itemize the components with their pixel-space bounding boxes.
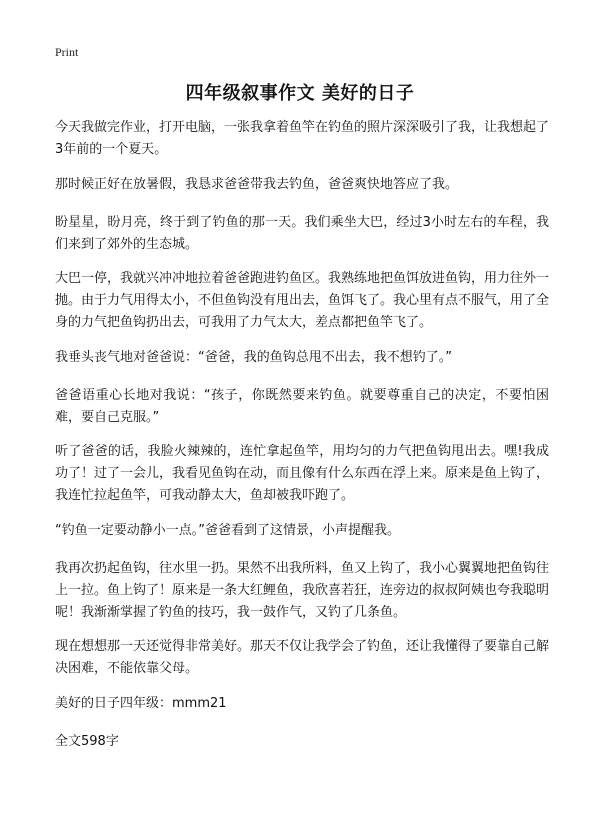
paragraph-7: 听了爸爸的话，我脸火辣辣的，连忙拿起鱼竿，用均匀的力气把鱼钩甩出去。嘿!我成功了！过了一会儿，我看见鱼钩在动，而且像有什么东西在浮上来。原来是鱼上钩了，我连忙拉起鱼竿，可我动静太大，鱼却被我吓跑了。 <box>55 444 550 503</box>
paragraph-9: 我再次扔起鱼钩，往水里一扔。果然不出我所料，鱼又上钩了，我小心翼翼地把鱼钩往上一拉。鱼上钩了！原来是一条大红鲤鱼，我欣喜若狂，连旁边的叔叔阿姨也夸我聪明呢！我渐渐掌握了钓鱼的技巧，我一鼓作气，又钓了几条鱼。 <box>55 560 550 620</box>
article-title: 四年级叙事作文 美好的日子 <box>185 83 415 104</box>
paragraph-5: 我垂头丧气地对爸爸说：“爸爸，我的鱼钩总甩不出去，我不想钓了。” <box>55 349 452 365</box>
paragraph-8: “钓鱼一定要动静小一点。”爸爸看到了这情景，小声提醒我。 <box>55 522 400 538</box>
word-count: 全文598字 <box>55 733 119 749</box>
author-line: 美好的日子四年级：mmm21 <box>55 695 227 711</box>
paragraph-10: 现在想想那一天还觉得非常美好。那天不仅让我学会了钓鱼，还让我懂得了要靠自己解决困难，不能依靠父母。 <box>55 639 550 676</box>
print-link[interactable]: Print <box>55 45 79 59</box>
paragraph-3: 盼星星，盼月亮，终于到了钓鱼的那一天。我们乘坐大巴，经过3小时左右的车程，我们来到了郊外的生态城。 <box>55 214 549 252</box>
article-body <box>55 117 549 769</box>
paragraph-4: 大巴一停，我就兴冲冲地拉着爸爸跑进钓鱼区。我熟练地把鱼饵放进鱼钩，用力往外一抛。由于力气用得太小，不但鱼钩没有甩出去，鱼饵飞了。我心里有点不服气，用了全身的力气把鱼钩扔出去，可我用了力气太大，差点都把鱼竿飞了。 <box>55 271 550 330</box>
paragraph-1: 今天我做完作业，打开电脑，一张我拿着鱼竿在钓鱼的照片深深吸引了我，让我想起了3年前的一个夏天。 <box>55 120 550 157</box>
paragraph-6: 爸爸语重心长地对我说：“孩子，你既然要来钓鱼。就要尊重自己的决定，不要怕困难，要自己克服。” <box>55 387 549 425</box>
paragraph-2: 那时候正好在放暑假，我恳求爸爸带我去钓鱼，爸爸爽快地答应了我。 <box>55 176 459 192</box>
